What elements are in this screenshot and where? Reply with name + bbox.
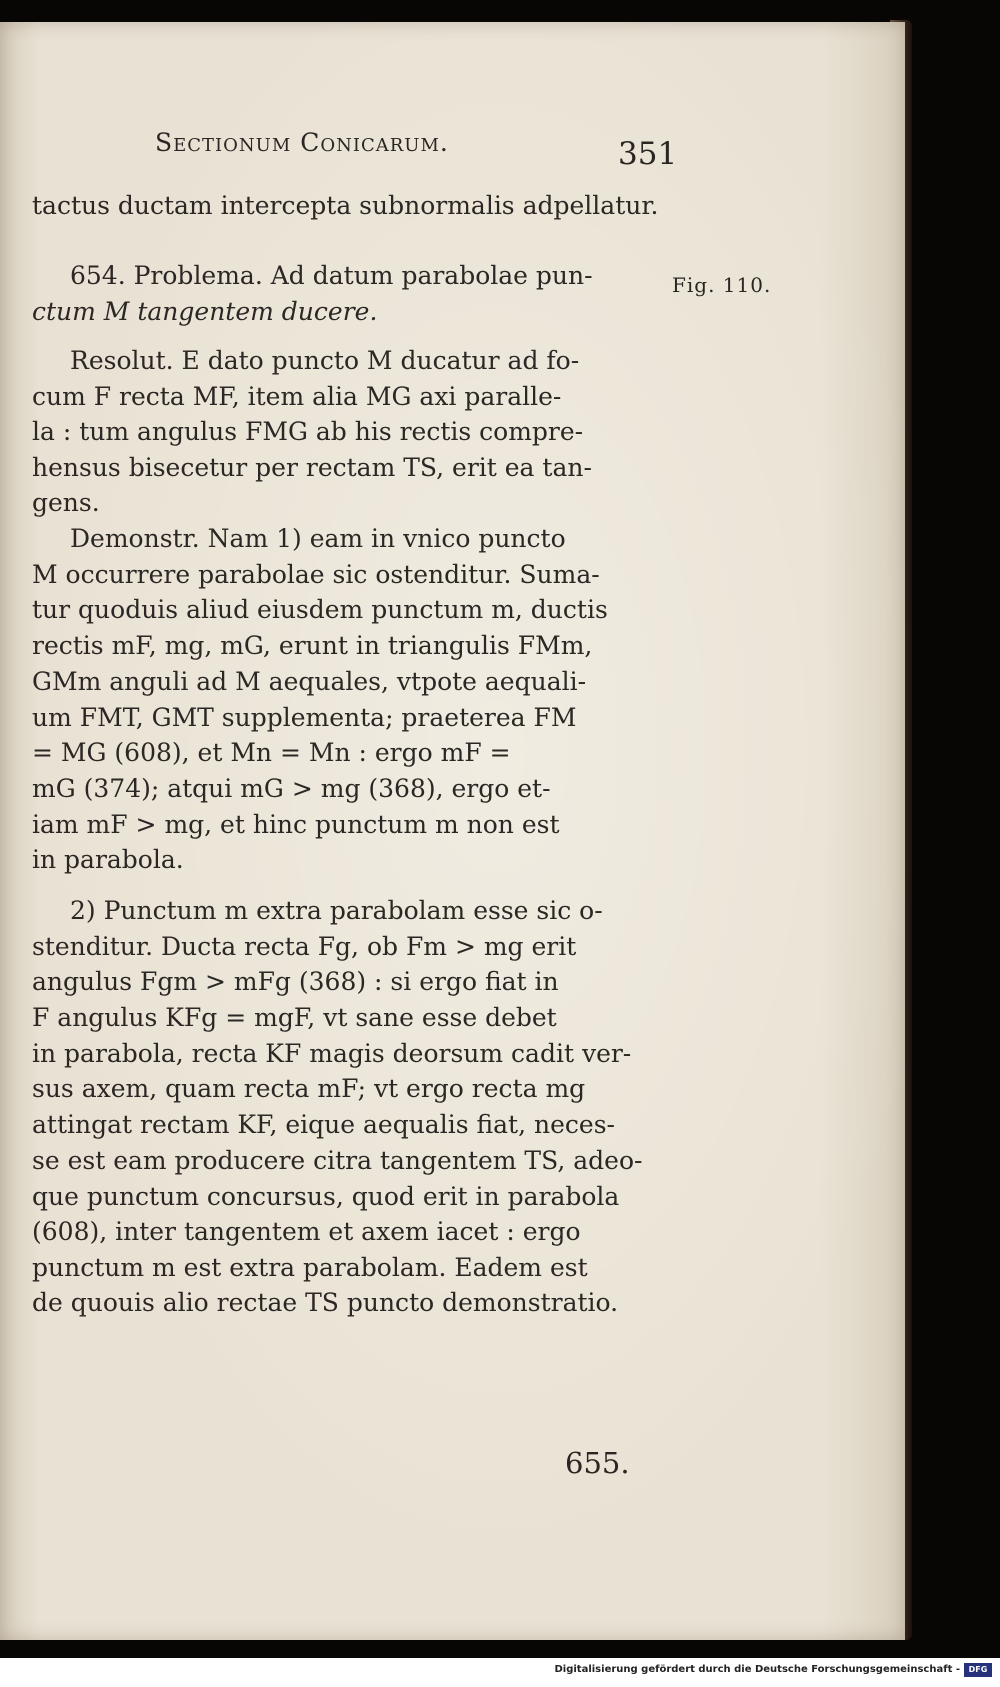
text-line: de quouis alio rectae TS puncto demonstratio. (32, 1288, 619, 1317)
text-line: sus axem, quam recta mF; vt ergo recta mg (32, 1074, 586, 1103)
text-line: Resolut. E dato puncto M ducatur ad fo- (70, 346, 580, 375)
figure-reference: Fig. 110. (672, 273, 772, 297)
digitization-credit: Digitalisierung gefördert durch die Deutsche Forschungsgemeinschaft - (554, 1664, 960, 1675)
text-line: 2) Punctum m extra parabolam esse sic o- (70, 896, 603, 925)
text-line: angulus Fgm > mFg (368) : si ergo fiat in (32, 967, 559, 996)
text-line: que punctum concursus, quod erit in parabola (32, 1182, 620, 1211)
text-line: iam mF > mg, et hinc punctum m non est (32, 810, 560, 839)
catchword: 655. (565, 1446, 630, 1480)
text-line: stenditur. Ducta recta Fg, ob Fm > mg erit (32, 932, 577, 961)
text-line: attingat rectam KF, eique aequalis fiat, neces- (32, 1110, 615, 1139)
text-line: gens. (32, 488, 100, 517)
text-line: in parabola, recta KF magis deorsum cadit ver- (32, 1039, 632, 1068)
text-line: um FMT, GMT supplementa; praeterea FM (32, 703, 577, 732)
text-line: hensus bisecetur per rectam TS, erit ea tan- (32, 453, 592, 482)
text-line: in parabola. (32, 845, 184, 874)
text-line: tactus ductam intercepta subnormalis adpellatur. (32, 191, 659, 220)
text-line: ctum M tangentem ducere. (32, 297, 378, 326)
text-line: rectis mF, mg, mG, erunt in triangulis FMm, (32, 631, 593, 660)
text-line: la : tum angulus FMG ab his rectis compre- (32, 417, 584, 446)
text-line: tur quoduis aliud eiusdem punctum m, ductis (32, 595, 608, 624)
problem-heading-line: 654. Problema. Ad datum parabolae pun- (70, 261, 593, 290)
digitization-footer (0, 1658, 1000, 1687)
dfg-logo-icon: DFG (964, 1663, 992, 1677)
text-line: F angulus KFg = mgF, vt sane esse debet (32, 1003, 557, 1032)
text-line: M occurrere parabolae sic ostenditur. Suma- (32, 560, 600, 589)
text-line: = MG (608), et Mn = Mn : ergo mF = (32, 738, 511, 767)
text-line: GMm anguli ad M aequales, vtpote aequali- (32, 667, 587, 696)
text-line: cum F recta MF, item alia MG axi paralle- (32, 382, 562, 411)
text-line: punctum m est extra parabolam. Eadem est (32, 1253, 588, 1282)
page-number: 351 (618, 136, 678, 172)
text-line: mG (374); atqui mG > mg (368), ergo et- (32, 774, 551, 803)
text-line: se est eam producere citra tangentem TS, adeo- (32, 1146, 643, 1175)
running-head: Sectionum Conicarum. (155, 128, 449, 157)
text-line: Demonstr. Nam 1) eam in vnico puncto (70, 524, 566, 553)
text-line: (608), inter tangentem et axem iacet : ergo (32, 1217, 581, 1246)
